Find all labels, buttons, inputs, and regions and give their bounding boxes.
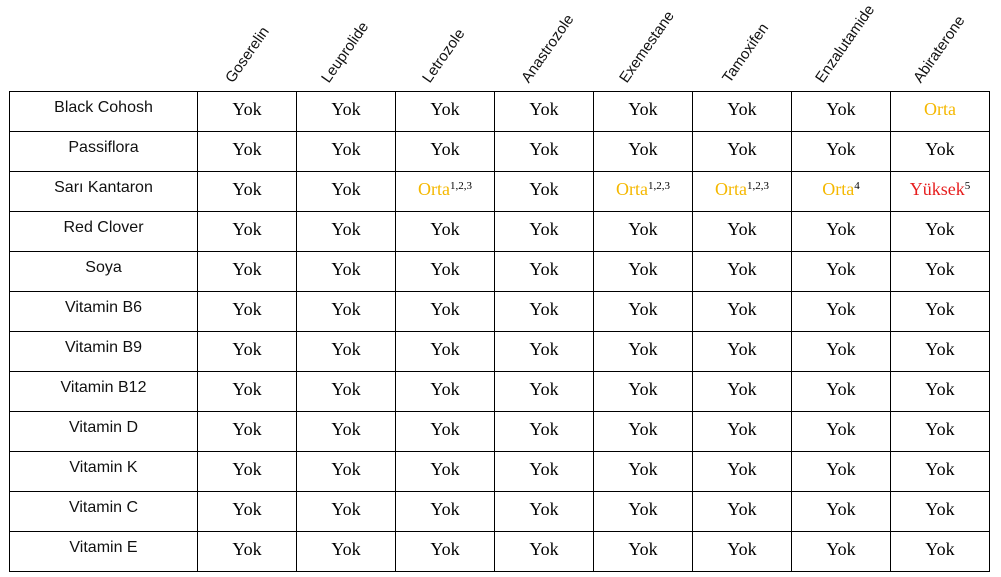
interaction-level: Yok xyxy=(331,179,361,199)
interaction-level: Yok xyxy=(628,539,658,559)
interaction-level: Yok xyxy=(727,139,757,159)
table-cell xyxy=(396,252,495,292)
table-cell xyxy=(297,292,396,332)
interaction-level: Yok xyxy=(628,139,658,159)
table-cell xyxy=(297,252,396,292)
row-label: Soya xyxy=(10,252,198,292)
row-label: Red Clover xyxy=(10,212,198,252)
interaction-level: Yok xyxy=(331,259,361,279)
interaction-level: Yok xyxy=(529,139,559,159)
interaction-level: Yok xyxy=(628,459,658,479)
table-cell xyxy=(891,452,990,492)
interaction-level: Yok xyxy=(529,179,559,199)
table-cell xyxy=(594,252,693,292)
interaction-level: Yok xyxy=(628,419,658,439)
interaction-level: Yüksek xyxy=(909,179,965,199)
reference-superscript: 1,2,3 xyxy=(647,180,670,192)
table-cell xyxy=(594,92,693,132)
interaction-level: Yok xyxy=(529,219,559,239)
table-cell xyxy=(693,212,792,252)
table-cell xyxy=(198,252,297,292)
table-cell xyxy=(594,412,693,452)
interaction-level: Yok xyxy=(727,499,757,519)
table-cell xyxy=(495,132,594,172)
interaction-level: Yok xyxy=(727,539,757,559)
table-cell xyxy=(594,532,693,572)
interaction-level: Yok xyxy=(925,259,955,279)
table-cell xyxy=(594,492,693,532)
interaction-level: Yok xyxy=(430,259,460,279)
row-label: Sarı Kantaron xyxy=(10,172,198,212)
table-cell xyxy=(495,532,594,572)
interaction-level: Yok xyxy=(232,179,262,199)
reference-superscript: 1,2,3 xyxy=(746,180,769,192)
table-cell xyxy=(297,332,396,372)
table-cell xyxy=(297,132,396,172)
table-cell xyxy=(495,492,594,532)
interaction-level: Yok xyxy=(727,419,757,439)
interaction-level: Yok xyxy=(628,379,658,399)
interaction-table xyxy=(9,91,990,572)
interaction-level: Yok xyxy=(430,459,460,479)
interaction-level: Yok xyxy=(430,339,460,359)
table-cell xyxy=(693,252,792,292)
interaction-level: Orta xyxy=(822,179,855,199)
table-row xyxy=(10,132,990,172)
table-cell xyxy=(396,452,495,492)
table-cell xyxy=(198,372,297,412)
interaction-level: Yok xyxy=(826,379,856,399)
interaction-level: Orta xyxy=(418,179,450,199)
interaction-level: Yok xyxy=(529,299,559,319)
column-header: Letrozole xyxy=(419,25,469,86)
table-cell xyxy=(495,92,594,132)
interaction-level: Yok xyxy=(529,499,559,519)
table-cell xyxy=(792,452,891,492)
table-cell xyxy=(693,372,792,412)
interaction-level: Yok xyxy=(430,499,460,519)
table-cell xyxy=(594,452,693,492)
table-cell xyxy=(792,132,891,172)
column-header: Exemestane xyxy=(616,7,678,87)
table-cell xyxy=(495,412,594,452)
interaction-level: Yok xyxy=(430,539,460,559)
table-cell xyxy=(396,172,495,212)
interaction-level: Yok xyxy=(331,219,361,239)
row-label: Passiflora xyxy=(10,132,198,172)
interaction-level: Yok xyxy=(925,459,955,479)
interaction-level: Yok xyxy=(331,459,361,479)
interaction-level: Yok xyxy=(727,339,757,359)
row-label: Vitamin B9 xyxy=(10,332,198,372)
interaction-level: Yok xyxy=(826,539,856,559)
interaction-level: Yok xyxy=(331,299,361,319)
table-cell xyxy=(396,92,495,132)
interaction-level: Yok xyxy=(232,299,262,319)
table-cell xyxy=(693,412,792,452)
interaction-level: Yok xyxy=(331,419,361,439)
table-row xyxy=(10,92,990,132)
interaction-level: Yok xyxy=(232,459,262,479)
table-cell xyxy=(297,212,396,252)
interaction-level: Yok xyxy=(727,259,757,279)
interaction-level: Yok xyxy=(628,299,658,319)
table-cell xyxy=(891,372,990,412)
table-cell xyxy=(792,412,891,452)
row-label: Vitamin D xyxy=(10,412,198,452)
interaction-level: Yok xyxy=(232,99,262,119)
interaction-level: Yok xyxy=(925,499,955,519)
table-cell xyxy=(396,412,495,452)
table-cell xyxy=(693,132,792,172)
table-cell xyxy=(594,372,693,412)
table-cell xyxy=(891,292,990,332)
table-row xyxy=(10,212,990,252)
interaction-level: Yok xyxy=(331,539,361,559)
table-cell xyxy=(495,292,594,332)
interaction-level: Yok xyxy=(430,379,460,399)
table-cell xyxy=(693,532,792,572)
table-cell xyxy=(297,92,396,132)
interaction-level: Yok xyxy=(232,539,262,559)
interaction-level: Yok xyxy=(925,299,955,319)
column-header: Abiraterone xyxy=(910,12,969,86)
interaction-level: Yok xyxy=(331,379,361,399)
table-cell xyxy=(297,532,396,572)
interaction-level: Yok xyxy=(529,459,559,479)
column-header: Tamoxifen xyxy=(719,20,773,87)
interaction-level: Yok xyxy=(232,139,262,159)
table-cell xyxy=(198,172,297,212)
table-cell xyxy=(297,372,396,412)
interaction-level: Yok xyxy=(529,539,559,559)
table-cell xyxy=(693,492,792,532)
column-header: Goserelin xyxy=(222,23,273,86)
table-row xyxy=(10,332,990,372)
interaction-level: Yok xyxy=(826,499,856,519)
table-row xyxy=(10,252,990,292)
interaction-level: Yok xyxy=(529,379,559,399)
interaction-level: Yok xyxy=(529,99,559,119)
table-cell xyxy=(495,452,594,492)
interaction-level: Yok xyxy=(925,539,955,559)
table-cell xyxy=(693,332,792,372)
table-cell xyxy=(594,332,693,372)
interaction-level: Yok xyxy=(925,379,955,399)
interaction-level: Yok xyxy=(232,379,262,399)
row-label: Vitamin B6 xyxy=(10,292,198,332)
table-row xyxy=(10,532,990,572)
table-cell xyxy=(495,212,594,252)
interaction-level: Yok xyxy=(529,259,559,279)
table-cell xyxy=(594,172,693,212)
column-header: Enzalutamide xyxy=(812,1,879,86)
table-cell xyxy=(297,492,396,532)
table-cell xyxy=(495,372,594,412)
reference-superscript: 1,2,3 xyxy=(449,180,472,192)
table-row xyxy=(10,372,990,412)
table-cell xyxy=(792,172,891,212)
table-row xyxy=(10,452,990,492)
table-cell xyxy=(792,332,891,372)
interaction-level: Yok xyxy=(628,99,658,119)
table-cell xyxy=(495,332,594,372)
table-row xyxy=(10,412,990,452)
interaction-level: Yok xyxy=(430,299,460,319)
table-cell xyxy=(198,92,297,132)
interaction-level: Yok xyxy=(727,219,757,239)
table-cell xyxy=(891,412,990,452)
interaction-level: Yok xyxy=(331,499,361,519)
interaction-level: Yok xyxy=(232,499,262,519)
table-cell xyxy=(891,252,990,292)
row-label: Vitamin K xyxy=(10,452,198,492)
interaction-level: Yok xyxy=(529,339,559,359)
interaction-level: Orta xyxy=(616,179,648,199)
interaction-level: Yok xyxy=(430,419,460,439)
table-cell xyxy=(198,412,297,452)
table-cell xyxy=(693,172,792,212)
interaction-level: Yok xyxy=(826,339,856,359)
table-cell xyxy=(396,532,495,572)
table-cell xyxy=(198,452,297,492)
table-cell xyxy=(891,212,990,252)
table-cell xyxy=(891,132,990,172)
table-cell xyxy=(594,212,693,252)
row-label: Vitamin B12 xyxy=(10,372,198,412)
table-cell xyxy=(594,132,693,172)
table-cell xyxy=(891,332,990,372)
interaction-level: Yok xyxy=(826,219,856,239)
interaction-level: Yok xyxy=(232,219,262,239)
table-cell xyxy=(297,452,396,492)
interaction-level: Yok xyxy=(826,139,856,159)
table-cell xyxy=(198,132,297,172)
table-cell xyxy=(693,292,792,332)
interaction-level: Yok xyxy=(727,379,757,399)
interaction-level: Yok xyxy=(628,499,658,519)
table-cell xyxy=(792,252,891,292)
table-body xyxy=(10,92,990,572)
table-cell xyxy=(792,212,891,252)
table-row xyxy=(10,492,990,532)
table-cell xyxy=(891,532,990,572)
table-row xyxy=(10,292,990,332)
interaction-level: Yok xyxy=(727,459,757,479)
table-row xyxy=(10,172,990,212)
table-cell xyxy=(198,332,297,372)
table-cell xyxy=(396,492,495,532)
row-label: Vitamin E xyxy=(10,532,198,572)
table-cell xyxy=(792,92,891,132)
reference-superscript: 5 xyxy=(964,180,971,192)
table-cell xyxy=(495,172,594,212)
interaction-level: Yok xyxy=(628,339,658,359)
interaction-level: Yok xyxy=(529,419,559,439)
column-headers xyxy=(0,0,1001,92)
interaction-level: Yok xyxy=(826,459,856,479)
interaction-level: Yok xyxy=(628,219,658,239)
interaction-level: Yok xyxy=(826,99,856,119)
row-label: Vitamin C xyxy=(10,492,198,532)
table-cell xyxy=(495,252,594,292)
interaction-level: Yok xyxy=(331,99,361,119)
interaction-level: Yok xyxy=(826,419,856,439)
interaction-level: Yok xyxy=(430,99,460,119)
interaction-level: Yok xyxy=(727,99,757,119)
table-cell xyxy=(297,412,396,452)
table-cell xyxy=(792,492,891,532)
interaction-level: Yok xyxy=(925,419,955,439)
table-cell xyxy=(396,332,495,372)
column-header: Leuprolide xyxy=(318,18,373,86)
interaction-level: Yok xyxy=(925,339,955,359)
interaction-level: Yok xyxy=(628,259,658,279)
table-cell xyxy=(198,532,297,572)
reference-superscript: 4 xyxy=(854,180,860,192)
interaction-level: Yok xyxy=(232,259,262,279)
interaction-level: Yok xyxy=(331,339,361,359)
table-cell xyxy=(594,292,693,332)
interaction-level: Yok xyxy=(232,419,262,439)
table-cell xyxy=(198,492,297,532)
interaction-level: Orta xyxy=(924,99,956,119)
table-cell xyxy=(198,292,297,332)
interaction-level: Yok xyxy=(331,139,361,159)
interaction-level: Yok xyxy=(430,219,460,239)
interaction-level: Yok xyxy=(925,139,955,159)
interaction-level: Yok xyxy=(925,219,955,239)
table-cell xyxy=(792,372,891,412)
table-cell xyxy=(792,292,891,332)
table-cell xyxy=(297,172,396,212)
table-cell xyxy=(693,452,792,492)
table-cell xyxy=(396,132,495,172)
table-cell xyxy=(396,212,495,252)
interaction-level: Yok xyxy=(826,259,856,279)
table-cell xyxy=(891,92,990,132)
table-cell xyxy=(891,492,990,532)
table-cell xyxy=(792,532,891,572)
interaction-level: Yok xyxy=(232,339,262,359)
table-cell xyxy=(396,292,495,332)
interaction-level: Yok xyxy=(727,299,757,319)
interaction-level: Yok xyxy=(430,139,460,159)
row-label: Black Cohosh xyxy=(10,92,198,132)
interaction-level: Yok xyxy=(826,299,856,319)
table-cell xyxy=(693,92,792,132)
column-header: Anastrozole xyxy=(518,11,578,86)
table-cell xyxy=(198,212,297,252)
interaction-level: Orta xyxy=(715,179,747,199)
table-cell xyxy=(396,372,495,412)
table-cell xyxy=(891,172,990,212)
